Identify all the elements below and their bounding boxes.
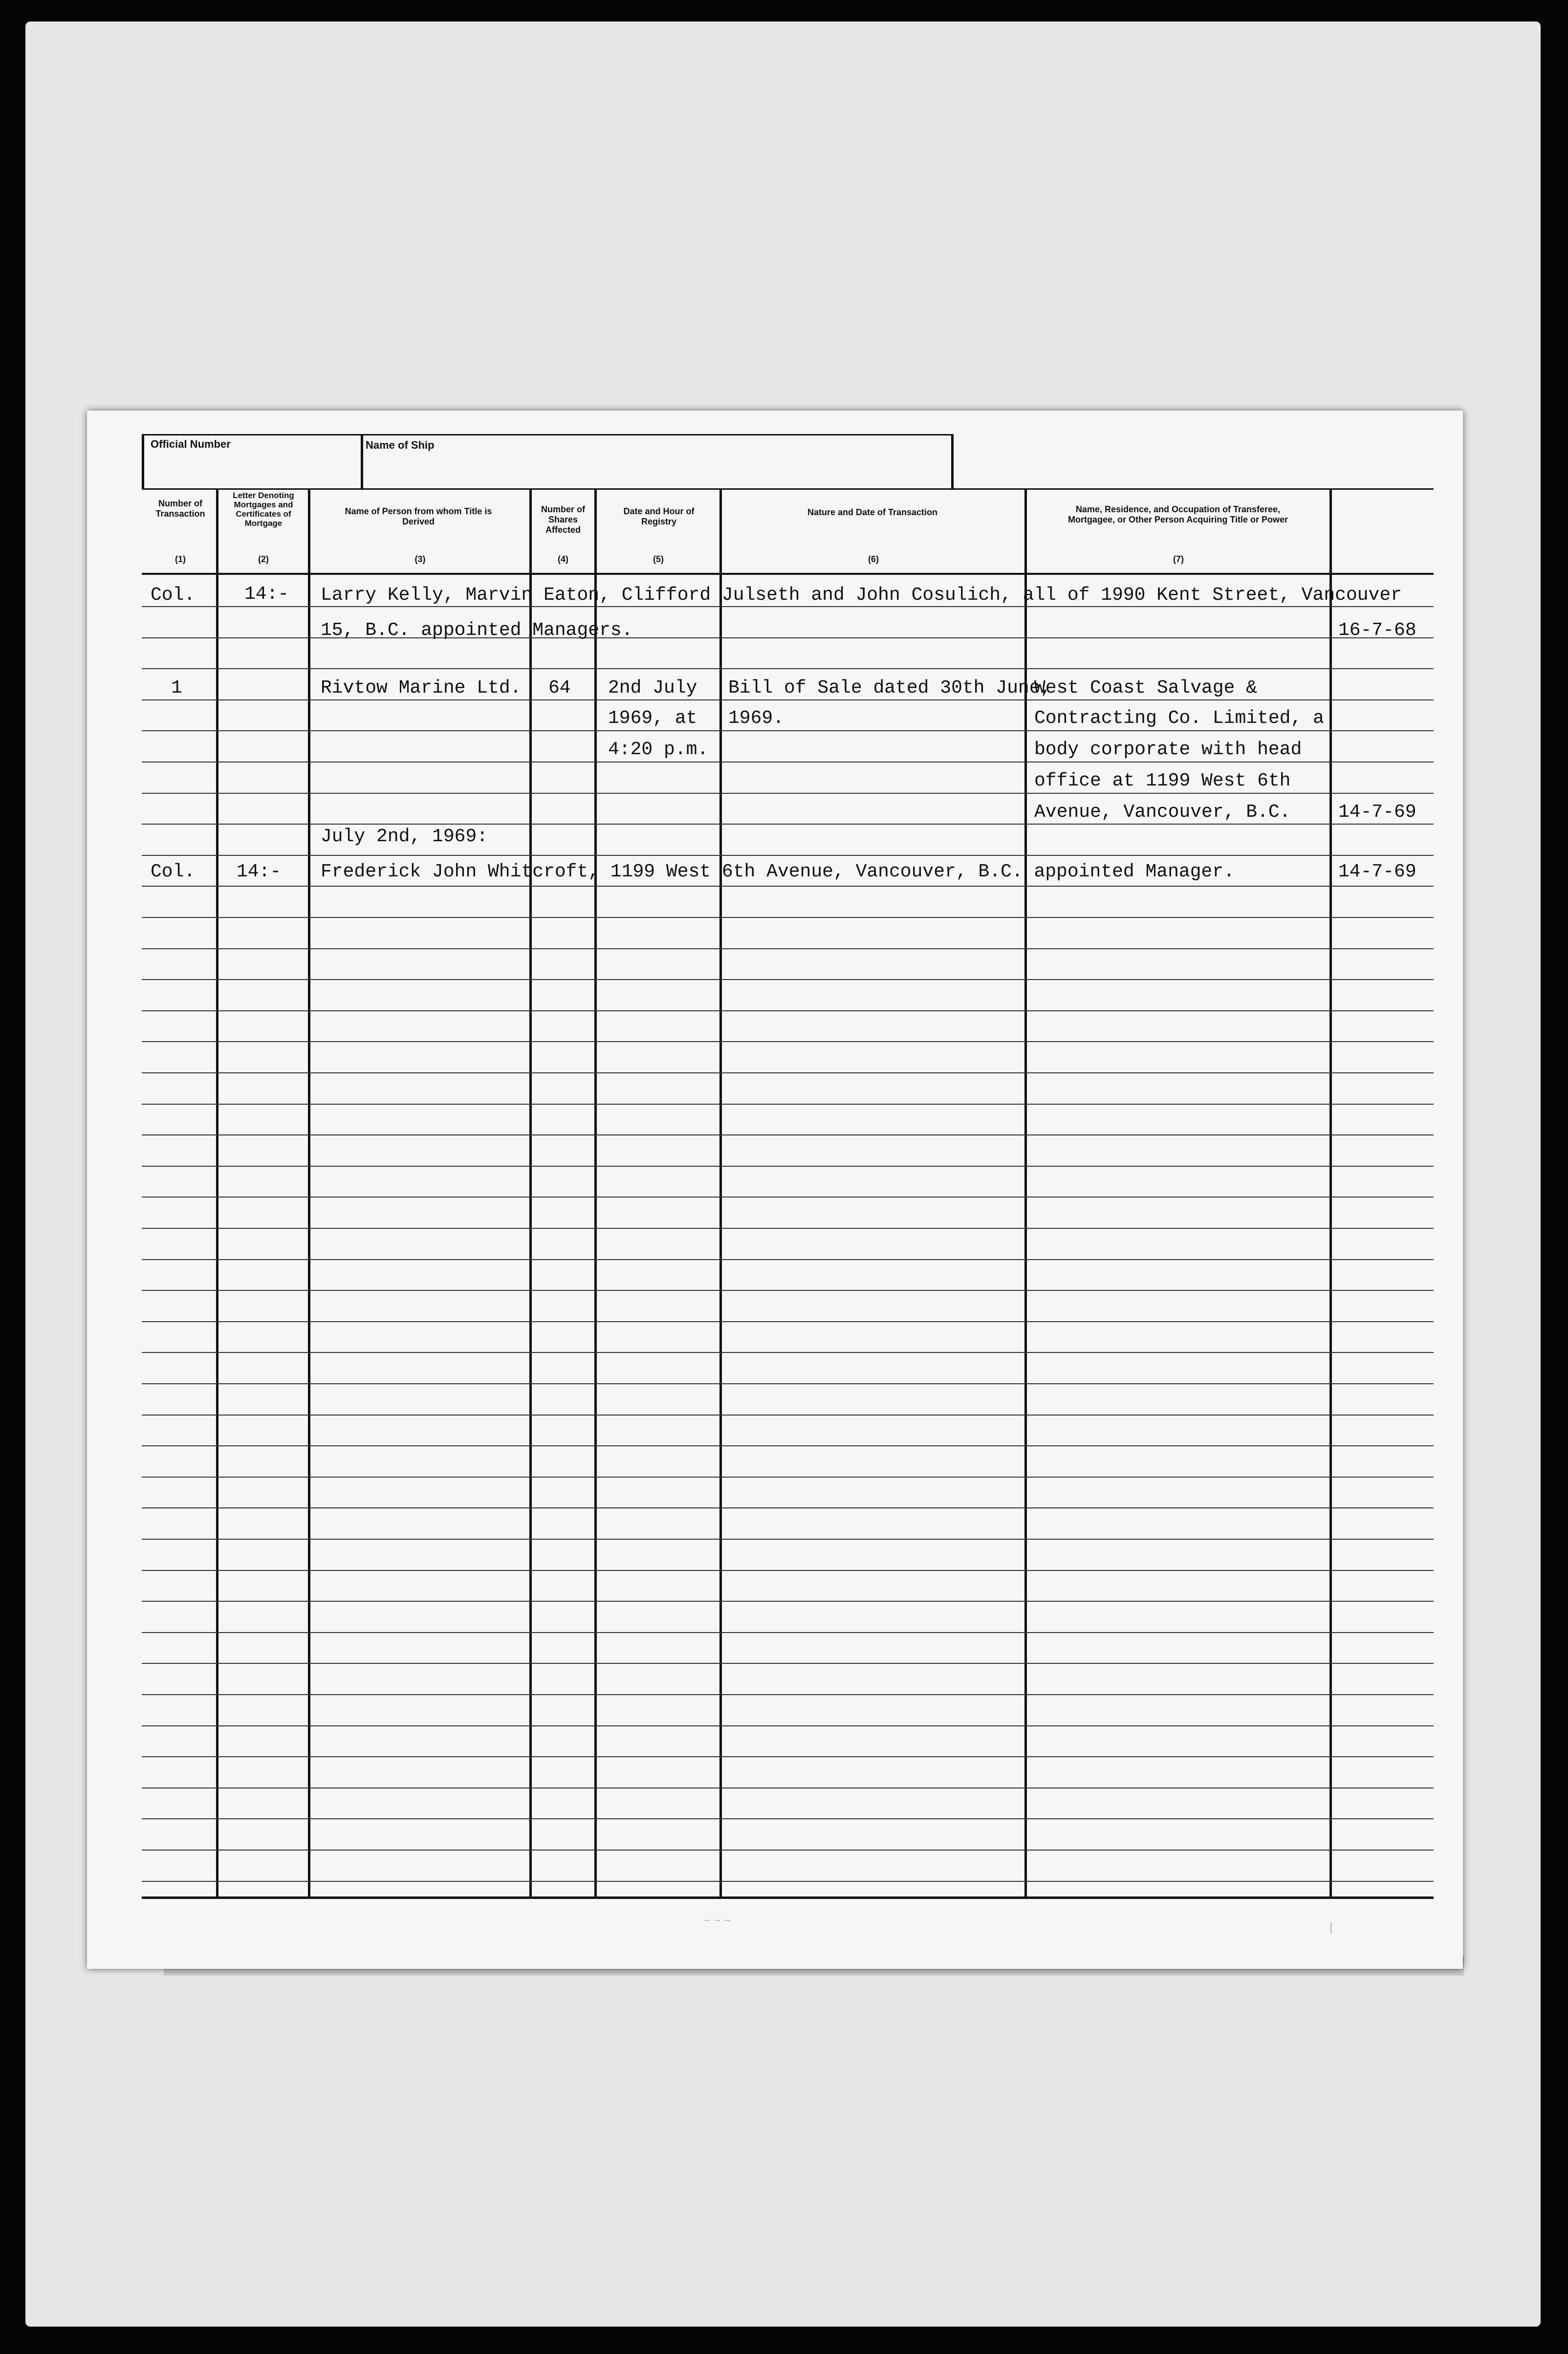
entry-1-col1: Col. <box>151 585 196 606</box>
column-header-1: Number of Transaction <box>155 499 205 519</box>
entry-2-col1: 1 <box>171 677 182 698</box>
ruled-line <box>142 979 1434 980</box>
ship-name-box-left <box>361 434 363 489</box>
column-number-4: (4) <box>558 554 568 564</box>
entry-3-col2: 14:- <box>237 861 282 882</box>
ruled-line <box>142 948 1434 949</box>
entry-3-col1: Col. <box>151 861 196 882</box>
name-of-ship-label: Name of Ship <box>366 439 435 451</box>
ruled-line <box>142 1259 1434 1260</box>
ruled-line <box>142 1290 1434 1291</box>
official-number-label: Official Number <box>151 438 231 450</box>
column-number-2: (2) <box>258 554 269 564</box>
entry-3-date: 14-7-69 <box>1338 861 1416 882</box>
ruled-line <box>142 886 1434 887</box>
entry-2-col6-line1: Bill of Sale dated 30th June, <box>728 677 1052 698</box>
ruled-line <box>142 1787 1434 1788</box>
entry-2-col7-line3: body corporate with head <box>1034 739 1302 760</box>
column-header-5: Date and Hour of Registry <box>623 506 695 526</box>
entry-1-date: 16-7-68 <box>1338 620 1416 641</box>
ruled-line <box>142 1694 1434 1695</box>
ruled-line <box>142 1477 1434 1478</box>
ruled-line <box>142 730 1434 731</box>
official-number-box-top <box>142 434 952 436</box>
ruled-line <box>142 917 1434 918</box>
entry-2-col7-line2: Contracting Co. Limited, a <box>1034 708 1324 729</box>
entry-3-note: July 2nd, 1969: <box>321 826 488 847</box>
faint-corner-mark: | <box>1329 1921 1333 1934</box>
column-number-5: (5) <box>653 554 664 564</box>
ruled-line <box>142 1166 1434 1167</box>
ruled-line <box>142 1321 1434 1322</box>
ruled-line <box>142 762 1434 763</box>
column-header-3: Name of Person from whom Title is Derived <box>345 506 492 526</box>
entry-2-col5-line1: 2nd July <box>608 677 697 698</box>
column-header-6: Nature and Date of Transaction <box>807 507 938 517</box>
ruled-line <box>142 1663 1434 1664</box>
ruled-line <box>142 1756 1434 1757</box>
ruled-line <box>142 1725 1434 1726</box>
ruled-line <box>142 1601 1434 1602</box>
ruled-line <box>142 1570 1434 1571</box>
entry-2-col4: 64 <box>548 677 571 698</box>
header-top-border <box>142 488 1434 490</box>
faint-stamp-mark: ~ ~ ~ <box>704 1914 731 1927</box>
ruled-line <box>142 1134 1434 1135</box>
column-header-4: Number of Shares Affected <box>541 504 585 535</box>
ruled-line <box>142 1539 1434 1540</box>
entry-2-col7-line5: Avenue, Vancouver, B.C. <box>1034 802 1291 823</box>
column-number-1: (1) <box>175 554 186 564</box>
ruled-line <box>142 1104 1434 1105</box>
entry-2-col5-line2: 1969, at <box>608 708 697 729</box>
ruled-line <box>142 606 1434 607</box>
table-bottom-border <box>142 1896 1434 1899</box>
official-number-box-left <box>142 434 144 489</box>
entry-3-line1: Frederick John Whitcroft, 1199 West 6th Avenue, Vancouver, B.C. appointed Manager. <box>321 861 1235 882</box>
ruled-line <box>142 1445 1434 1446</box>
ruled-line <box>142 824 1434 825</box>
ruled-line <box>142 1197 1434 1198</box>
ruled-line <box>142 1228 1434 1229</box>
ruled-line <box>142 1818 1434 1819</box>
column-number-6: (6) <box>868 554 879 564</box>
ruled-line <box>142 1010 1434 1011</box>
entry-1-col2: 14:- <box>244 584 289 605</box>
ruled-line <box>142 1881 1434 1882</box>
header-bottom-border <box>142 573 1434 575</box>
ruled-line <box>142 1415 1434 1416</box>
ruled-line <box>142 1507 1434 1508</box>
column-header-2: Letter Denoting Mortgages and Certificates of Mortgage <box>233 491 294 528</box>
column-header-7: Name, Residence, and Occupation of Transferee, Mortgagee, or Other Person Acquiring Title or Power <box>1067 504 1288 524</box>
column-number-3: (3) <box>414 554 426 564</box>
ruled-line <box>142 1632 1434 1633</box>
ruled-line <box>142 1352 1434 1353</box>
entry-2-col6-line2: 1969. <box>728 708 784 729</box>
ruled-line <box>142 1072 1434 1073</box>
entry-2-date: 14-7-69 <box>1338 802 1416 823</box>
ruled-line <box>142 668 1434 669</box>
ruled-line <box>142 1041 1434 1042</box>
entry-2-col3: Rivtow Marine Ltd. <box>321 677 522 698</box>
entry-2-col5-line3: 4:20 p.m. <box>608 739 709 760</box>
ruled-line <box>142 1850 1434 1851</box>
ruled-line <box>142 1383 1434 1384</box>
entry-2-col7-line1: West Coast Salvage & <box>1034 677 1258 698</box>
ruled-line <box>142 793 1434 794</box>
entry-1-line2: 15, B.C. appointed Managers. <box>321 620 633 641</box>
ruled-line <box>142 699 1434 700</box>
entry-2-col7-line4: office at 1199 West 6th <box>1034 770 1291 791</box>
entry-1-line1: Larry Kelly, Marvin Eaton, Clifford Julseth and John Cosulich, all of 1990 Kent Street, Vancouver <box>321 585 1402 606</box>
column-number-7: (7) <box>1173 554 1184 564</box>
ruled-line <box>142 855 1434 856</box>
ship-name-box-right <box>951 434 954 489</box>
